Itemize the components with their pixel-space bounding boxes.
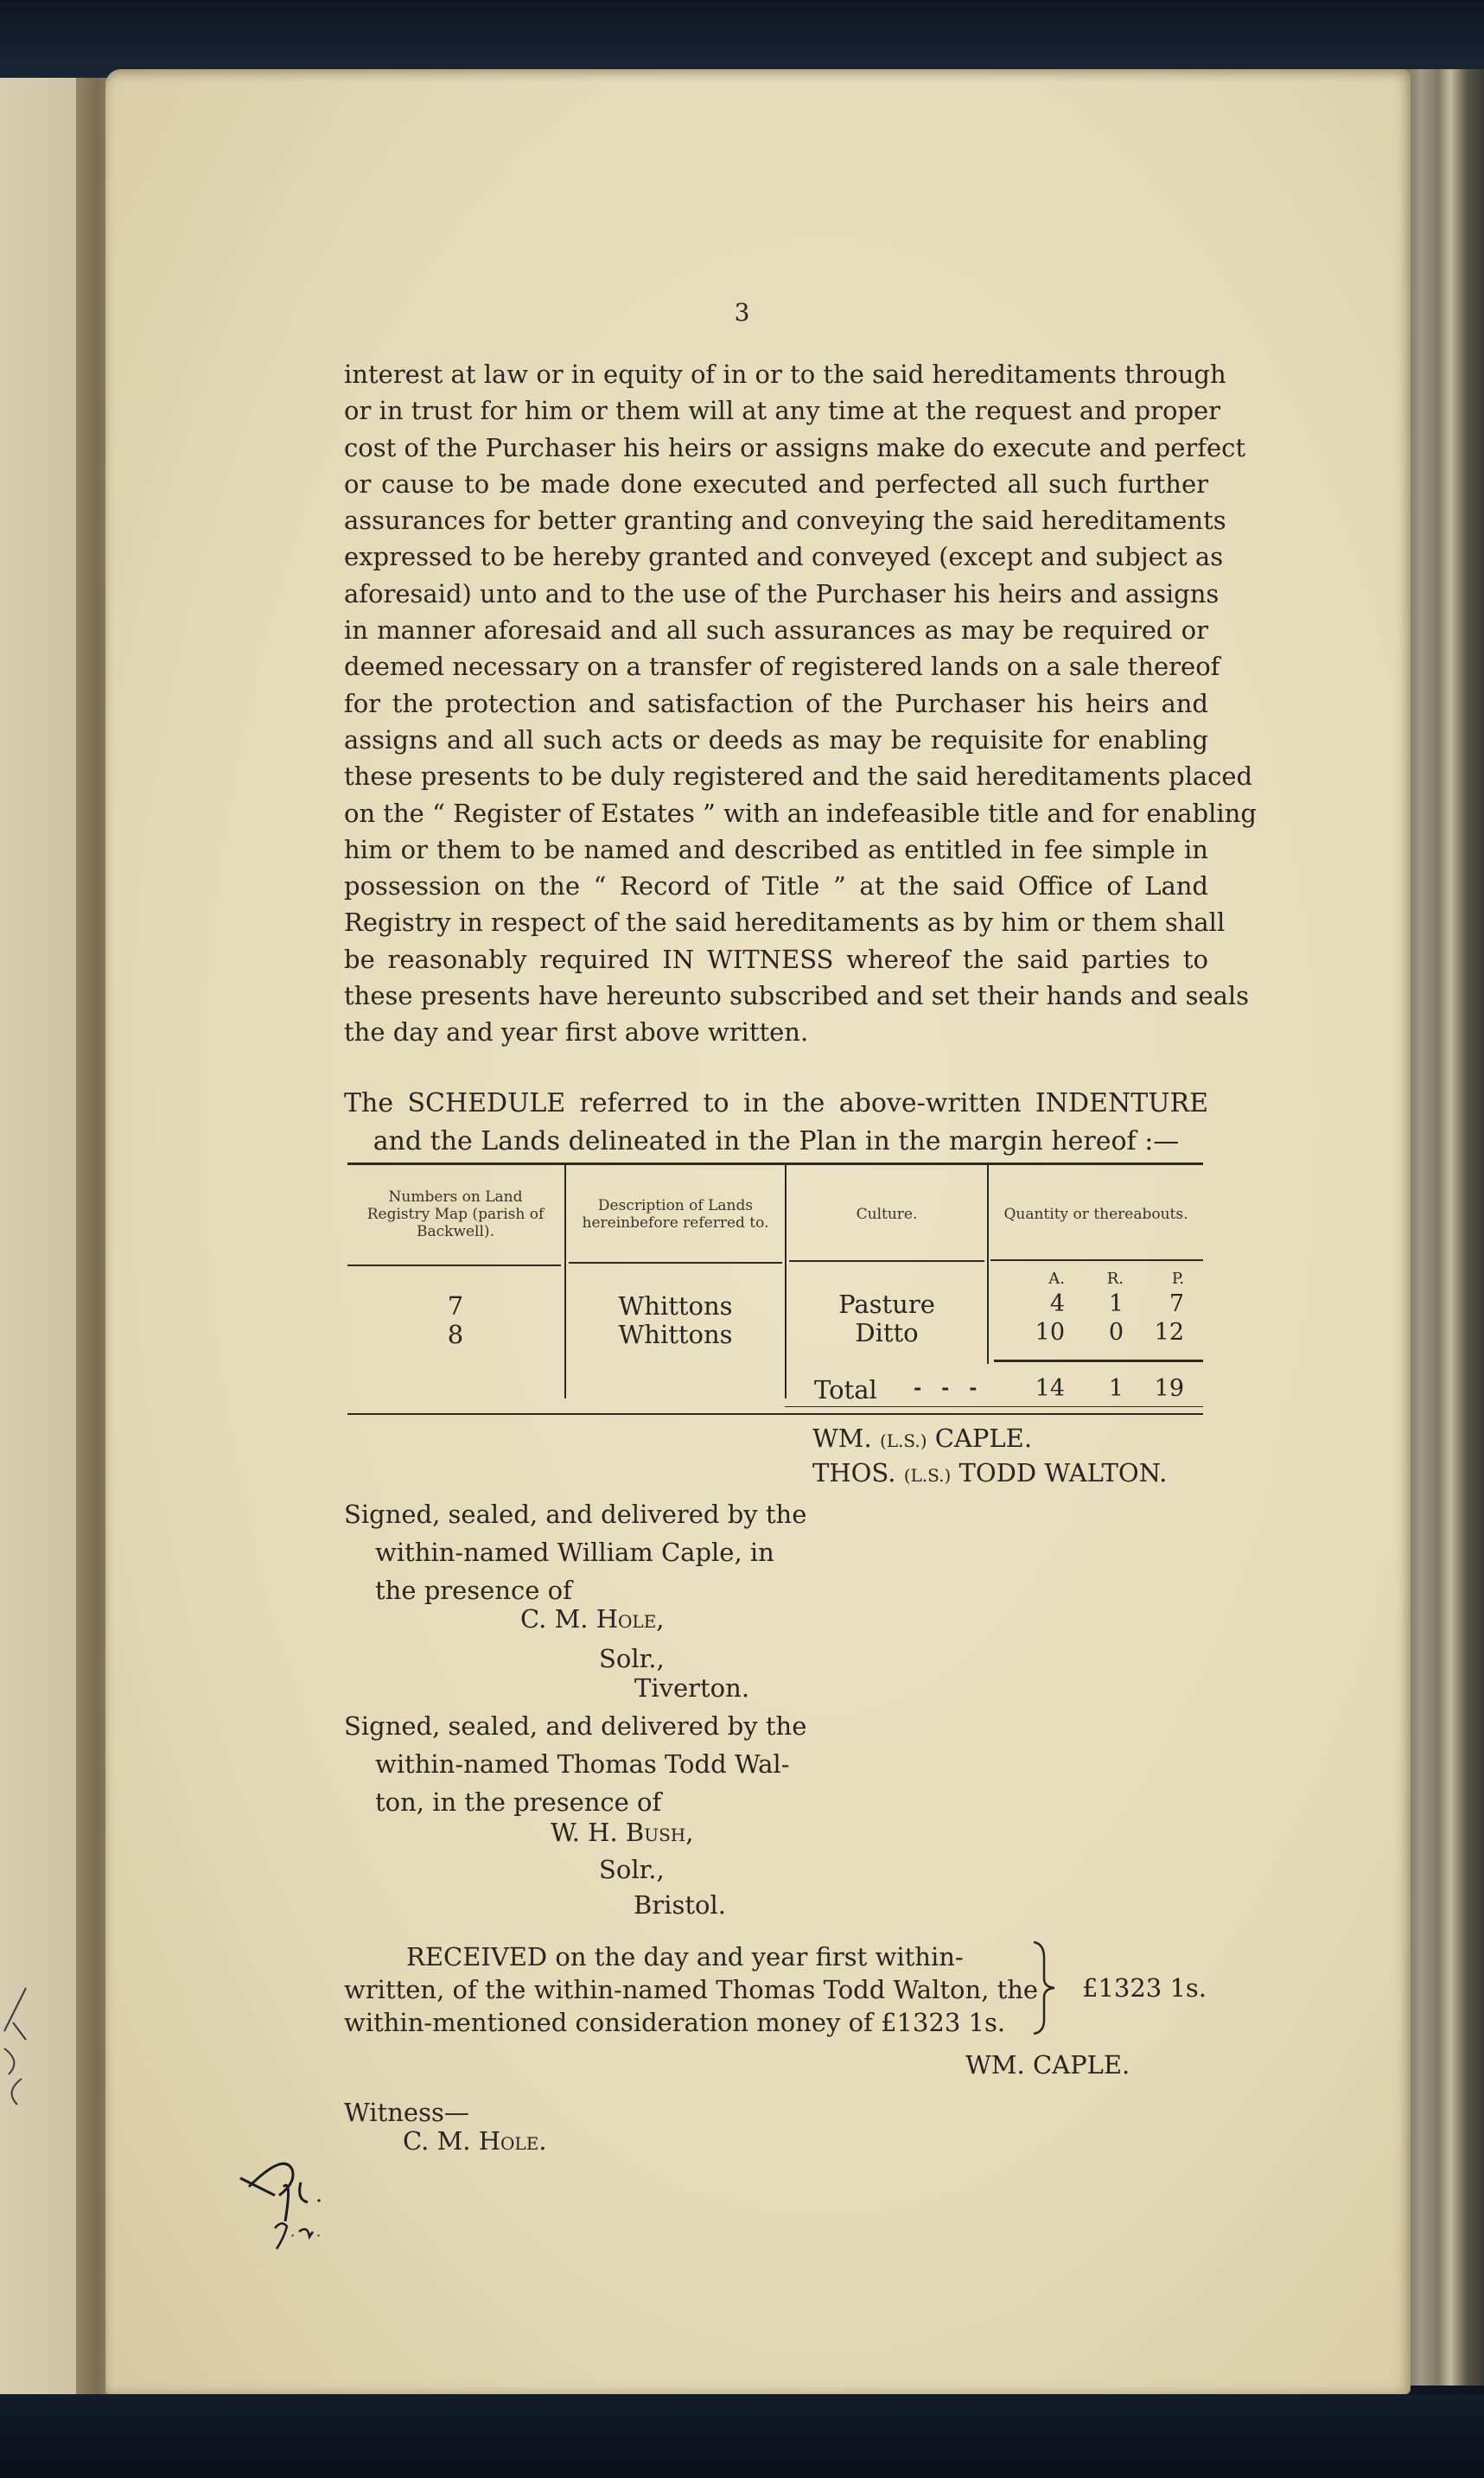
page-number: 3 bbox=[734, 298, 750, 327]
total-rule bbox=[785, 1406, 1203, 1407]
attestation-walton bbox=[344, 1707, 806, 1821]
handwritten-initials bbox=[232, 2152, 353, 2256]
receipt-witness-label: Witness— bbox=[344, 2098, 469, 2127]
attestation-line: the presence of bbox=[375, 1576, 572, 1605]
receipt-signed: WM. CAPLE. bbox=[965, 2050, 1131, 2080]
header-culture: Culture. bbox=[856, 1206, 918, 1223]
header-description-line: Description of Lands bbox=[597, 1197, 754, 1214]
signature-walton bbox=[812, 1458, 1167, 1490]
header-rule bbox=[569, 1262, 782, 1264]
body-line: deemed necessary on a transfer of registered lands on a sale thereof bbox=[344, 652, 1220, 682]
body-line: the day and year first above written. bbox=[344, 1017, 809, 1048]
body-line: for the protection and satisfaction of the Purchaser his heirs and bbox=[344, 688, 1208, 718]
row-acres: 10 bbox=[1035, 1319, 1065, 1346]
body-line: possession on the “ Record of Title ” at the said Office of Land bbox=[344, 871, 1208, 901]
column-divider bbox=[785, 1165, 787, 1398]
signature-last: TODD WALTON. bbox=[959, 1458, 1168, 1487]
schedule-heading-line-2: and the Lands delineated in the Plan in the margin hereof :— bbox=[373, 1126, 1180, 1156]
row-number: 7 bbox=[447, 1291, 464, 1321]
signature-caple bbox=[812, 1424, 1032, 1456]
attestation-caple bbox=[344, 1495, 806, 1609]
body-line: interest at law or in equity of in or to the said hereditaments through bbox=[344, 360, 1226, 389]
total-label: Total bbox=[814, 1375, 877, 1405]
body-line: or in trust for him or them will at any time at the request and proper bbox=[344, 396, 1221, 426]
row-acres: 4 bbox=[1049, 1290, 1065, 1317]
body-line: assigns and all such acts or deeds as may be requisite for enabling bbox=[344, 724, 1208, 755]
attestation-line: Signed, sealed, and delivered by the bbox=[344, 1500, 807, 1529]
witness-title: Solr., bbox=[599, 1855, 665, 1884]
body-line: be reasonably required IN WITNESS whereof the said parties to bbox=[344, 944, 1208, 974]
witness-name: W. H. Bush, bbox=[551, 1818, 694, 1847]
body-line: him or them to be named and described as entitled in fee simple in bbox=[344, 834, 1208, 864]
row-perches: 12 bbox=[1154, 1319, 1184, 1346]
header-numbers-line: Registry Map (parish of bbox=[366, 1206, 545, 1223]
receipt-line: within-mentioned consideration money of £1323 1s. bbox=[344, 2008, 1006, 2037]
total-roods: 1 bbox=[1108, 1375, 1124, 1402]
row-roods: 1 bbox=[1108, 1290, 1124, 1317]
body-line: aforesaid) unto and to the use of the Purchaser his heirs and assigns bbox=[344, 578, 1220, 608]
subtotal-rule bbox=[994, 1360, 1203, 1362]
row-culture: Ditto bbox=[855, 1318, 919, 1347]
total-acres: 14 bbox=[1035, 1375, 1065, 1402]
body-line: or cause to be made done executed and perfected all such further bbox=[344, 468, 1208, 499]
receipt-witness-name: C. M. Hole. bbox=[403, 2126, 547, 2156]
seal-mark: (L.S.) bbox=[879, 1430, 927, 1451]
signature-first: WM. bbox=[812, 1424, 872, 1453]
witness-place: Bristol. bbox=[634, 1890, 726, 1920]
header-description-line: hereinbefore referred to. bbox=[582, 1214, 769, 1232]
row-roods: 0 bbox=[1108, 1319, 1124, 1346]
body-line: cost of the Purchaser his heirs or assigns make do execute and perfect bbox=[344, 432, 1246, 462]
unit-roods: R. bbox=[1106, 1270, 1124, 1288]
attestation-line: within-named William Caple, in bbox=[375, 1538, 774, 1567]
schedule-heading-line-1: The SCHEDULE referred to in the above-written INDENTURE bbox=[344, 1088, 1208, 1118]
brace-mark bbox=[1030, 1940, 1061, 2035]
attestation-line: Signed, sealed, and delivered by the bbox=[344, 1711, 807, 1741]
column-divider bbox=[987, 1165, 989, 1364]
body-paragraph bbox=[344, 356, 1257, 1051]
body-line: these presents have hereunto subscribed and set their hands and seals bbox=[344, 981, 1250, 1011]
header-numbers-line: Numbers on Land bbox=[388, 1188, 523, 1206]
margin-handwriting bbox=[0, 1979, 35, 2118]
table-bottom-rule bbox=[347, 1413, 1203, 1415]
header-rule bbox=[789, 1260, 984, 1262]
header-numbers-line: Backwell). bbox=[417, 1223, 494, 1240]
receipt-line: written, of the within-named Thomas Todd Walton, the bbox=[344, 1975, 1039, 2004]
row-number: 8 bbox=[447, 1320, 464, 1349]
row-perches: 7 bbox=[1169, 1290, 1184, 1317]
body-line: these presents to be duly registered and the said hereditaments placed bbox=[344, 761, 1253, 792]
witness-name: C. M. Hole, bbox=[520, 1604, 665, 1634]
attestation-line: within-named Thomas Todd Wal- bbox=[375, 1749, 790, 1779]
attestation-line: ton, in the presence of bbox=[375, 1787, 662, 1817]
unit-perches: P. bbox=[1171, 1270, 1184, 1288]
witness-place: Tiverton. bbox=[634, 1673, 750, 1703]
schedule-heading bbox=[344, 1085, 1208, 1161]
seal-mark: (L.S.) bbox=[903, 1465, 952, 1486]
receipt-line: RECEIVED on the day and year first within- bbox=[406, 1942, 964, 1972]
page-edges-right bbox=[1400, 69, 1484, 2386]
signature-last: CAPLE. bbox=[934, 1424, 1033, 1453]
header-quantity: Quantity or thereabouts. bbox=[1003, 1206, 1188, 1223]
body-line: on the “ Register of Estates ” with an indefeasible title and for enabling bbox=[344, 798, 1257, 828]
signature-first: THOS. bbox=[812, 1458, 896, 1487]
unit-acres: A. bbox=[1048, 1270, 1065, 1288]
header-description bbox=[566, 1197, 785, 1232]
row-description: Whittons bbox=[618, 1320, 733, 1349]
header-rule bbox=[347, 1264, 561, 1266]
total-dots: - - - bbox=[914, 1377, 978, 1399]
row-culture: Pasture bbox=[838, 1290, 935, 1319]
body-line: expressed to be hereby granted and conveyed (except and subject as bbox=[344, 542, 1224, 572]
header-numbers bbox=[347, 1188, 564, 1240]
total-perches: 19 bbox=[1154, 1375, 1184, 1402]
receipt-text bbox=[344, 1940, 1038, 2039]
body-line: Registry in respect of the said hereditaments as by him or them shall bbox=[344, 908, 1226, 938]
schedule-table bbox=[347, 1163, 1203, 1417]
book-cover-bottom bbox=[0, 2394, 1484, 2478]
row-description: Whittons bbox=[618, 1291, 733, 1321]
body-line: assurances for better granting and conveying the said hereditaments bbox=[344, 506, 1226, 536]
body-line: in manner aforesaid and all such assurances as may be required or bbox=[344, 615, 1208, 646]
witness-title: Solr., bbox=[599, 1644, 665, 1673]
receipt-amount: £1323 1s. bbox=[1082, 1973, 1207, 2003]
header-rule bbox=[990, 1259, 1203, 1261]
table-top-rule bbox=[347, 1163, 1203, 1165]
